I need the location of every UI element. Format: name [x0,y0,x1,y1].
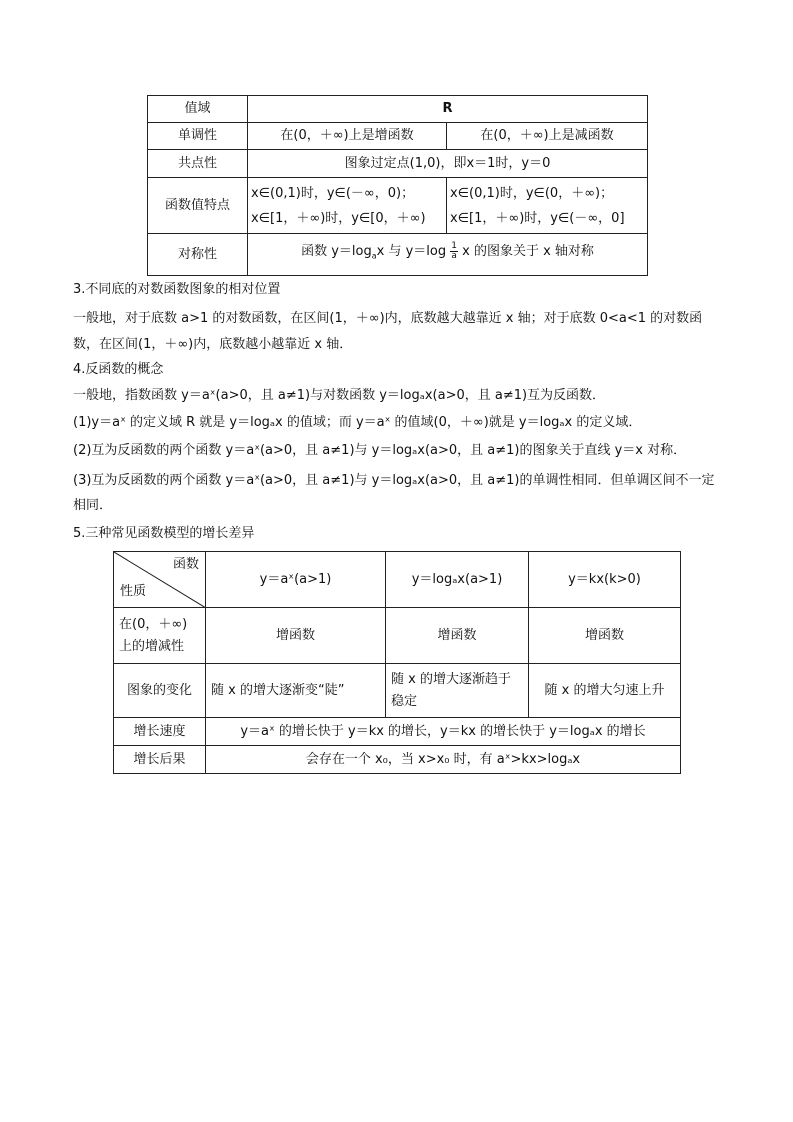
monotonicity-a-gt-1: 在(0，＋∞)上是增函数 [248,123,447,150]
table-row [148,178,648,234]
table-row [148,234,648,276]
value-features-a-gt-1 [248,178,447,234]
row-head-symmetry: 对称性 [148,234,248,276]
table-row [148,150,648,178]
section-3-title: 3.不同底的对数函数图象的相对位置 [73,282,281,297]
fraction-denominator: a [451,251,457,262]
corner-header-property: 性质 [120,584,147,599]
table-row [114,718,681,746]
row-head-monotonicity: 在(0，＋∞)上的增减性 [114,608,206,664]
row-head-graph-change: 图象的变化 [114,664,206,718]
row-head-growth-result: 增长后果 [114,746,206,774]
symmetry-value [248,234,648,276]
table-row [114,664,681,718]
table-cell: 随 x 的增大匀速上升 [529,664,681,718]
section-4-paragraph-4: (3)互为反函数的两个函数 y＝aˣ(a>0，且 a≠1)与 y＝logₐx(a>0，且 a≠1)的单调性相同．但单调区间不一定相同． [73,473,715,513]
fraction-base [450,242,458,261]
symmetry-text: x 的图象关于 x 轴对称 [458,244,594,260]
row-head-growth-speed: 增长速度 [114,718,206,746]
row-head-range: 值域 [148,96,248,123]
section-4-title: 4.反函数的概念 [73,362,164,377]
corner-header-function: 函数 [172,557,199,572]
fraction-numerator: 1 [451,241,457,252]
table-cell: 增函数 [386,608,529,664]
value-features-line: x∈(0,1)时，y∈(0，＋∞)； [450,185,614,201]
section-4-paragraph-3: (2)互为反函数的两个函数 y＝aˣ(a>0，且 a≠1)与 y＝logₐx(a>0，且 a≠1)的图象关于直线 y＝x 对称． [73,443,687,458]
column-header-exponential: y＝aˣ(a>1) [206,552,386,608]
table-cell: 随 x 的增大逐渐趋于稳定 [386,664,529,718]
growth-result-value: 会存在一个 x₀，当 x>x₀ 时，有 aˣ>kx>logₐx [206,746,681,774]
table-row [114,608,681,664]
range-value: R [248,96,648,123]
growth-speed-value: y＝aˣ 的增长快于 y＝kx 的增长，y＝kx 的增长快于 y＝logₐx 的增长 [206,718,681,746]
table-cell: 增函数 [206,608,386,664]
section-4-paragraph-1: 一般地，指数函数 y＝aˣ(a>0，且 a≠1)与对数函数 y＝logₐx(a>0，且 a≠1)互为反函数． [73,388,606,403]
table-row [148,123,648,150]
table-cell: 增函数 [529,608,681,664]
section-3-body: 一般地，对于底数 a>1 的对数函数，在区间(1，＋∞)内，底数越大越靠近 x 轴；对于底数 0<a<1 的对数函数，在区间(1，＋∞)内，底数越小越靠近 x 轴． [73,311,703,352]
row-head-monotonicity: 单调性 [148,123,248,150]
value-features-line: x∈[1，＋∞)时，y∈[0，＋∞) [251,210,426,226]
column-header-logarithmic: y＝logₐx(a>1) [386,552,529,608]
symmetry-text: x 与 y＝log [376,244,451,260]
log-base: a [371,251,377,261]
corner-header-cell [114,552,206,608]
column-header-linear: y＝kx(k>0) [529,552,681,608]
table-cell: 随 x 的增大逐渐变“陡” [206,664,386,718]
table-row [114,552,681,608]
row-head-common-point: 共点性 [148,150,248,178]
symmetry-text: 函数 y＝log [301,244,372,260]
row-head-value-features: 函数值特点 [148,178,248,234]
table-row [114,746,681,774]
table-row [148,96,648,123]
section-5-title: 5.三种常见函数模型的增长差异 [73,526,255,541]
value-features-a-lt-1 [447,178,648,234]
common-point-value: 图象过定点(1,0)，即x＝1时，y＝0 [248,150,648,178]
section-4-paragraph-2: (1)y＝aˣ 的定义域 R 就是 y＝logₐx 的值域；而 y＝aˣ 的值域(0，＋∞)就是 y＝logₐx 的定义域． [73,415,642,430]
log-properties-table [147,95,648,276]
growth-comparison-table [113,551,681,774]
monotonicity-a-lt-1: 在(0，＋∞)上是减函数 [447,123,648,150]
value-features-line: x∈(0,1)时，y∈(－∞，0)； [251,185,415,201]
value-features-line: x∈[1，＋∞)时，y∈(－∞，0] [450,210,625,226]
